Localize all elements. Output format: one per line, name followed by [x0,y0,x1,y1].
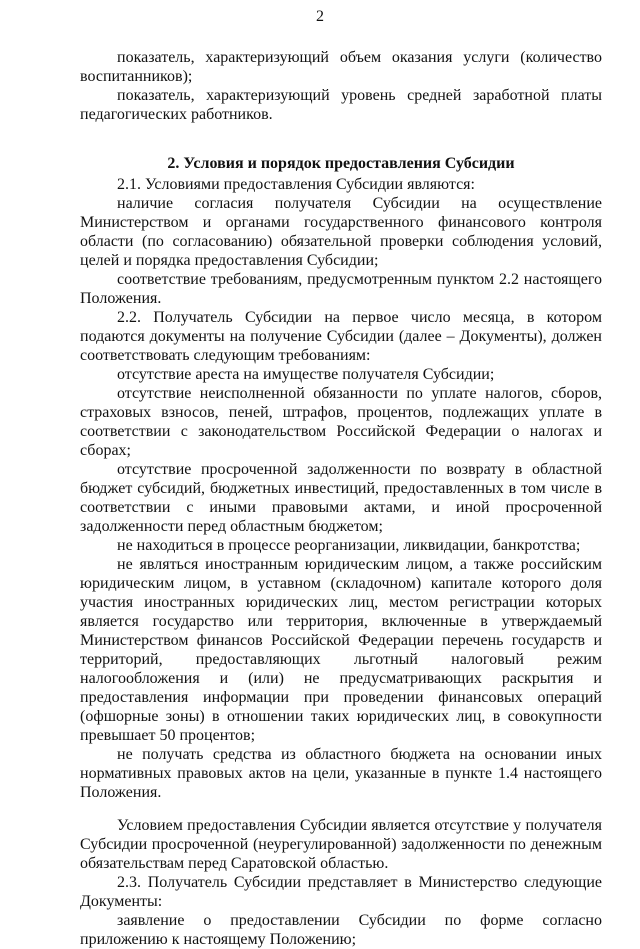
paragraph-consent: наличие согласия получателя Субсидии на осуществление Министерством и органами государственного финансового контроля области (по согласованию) обязательной проверки соблюдения условий, целей и порядка предоставления Субсидии; [80,195,602,269]
paragraph-indicator-salary: показатель, характеризующий уровень средней заработной платы педагогических работников. [80,87,602,123]
paragraph-2-2: 2.2. Получатель Субсидии на первое число месяца, в котором подаются документы на получение Субсидии (далее – Документы), должен соответствовать следующим требованиям: [80,309,602,364]
paragraph-no-overdue-debt: отсутствие просроченной задолженности по возврату в областной бюджет субсидий, бюджетных инвестиций, предоставленных в том числе в соответствии с иными правовыми актами, и иной просроченной задолженности перед областным бюджетом; [80,461,602,535]
paragraph-2-3: 2.3. Получатель Субсидии представляет в Министерство следующие Документы: [80,874,602,910]
paragraph-no-other-funds: не получать средства из областного бюджета на основании иных нормативных правовых актов на цели, указанные в пункте 1.4 настоящего Положения. [80,746,602,801]
paragraph-condition-no-debt: Условием предоставления Субсидии является отсутствие у получателя Субсидии просроченной (неурегулированной) задолженности по денежным обязательствам перед Саратовской областью. [80,817,602,872]
page-number: 2 [316,8,324,25]
paragraph-compliance: соответствие требованиям, предусмотренным пунктом 2.2 настоящего Положения. [80,271,602,307]
document-body [80,48,602,949]
section-heading: 2. Условия и порядок предоставления Субсидии [167,155,515,172]
paragraph-no-arrest: отсутствие ареста на имуществе получателя Субсидии; [117,366,495,383]
paragraph-no-tax-debt: отсутствие неисполненной обязанности по уплате налогов, сборов, страховых взносов, пеней, штрафов, процентов, подлежащих уплате в соответствии с законодательством Российской Федерации о налогах и сборах; [80,385,602,459]
paragraph-indicator-pupils: показатель, характеризующий объем оказания услуги (количество воспитанников); [80,49,602,85]
paragraph-not-foreign-entity: не являться иностранным юридическим лицом, а также российским юридическим лицом, в уставном (складочном) капитале которого доля участия иностранных юридических лиц, местом регистрации которых является государство или территория, включенные в утверждаемый Министерством финансов Российской Федерации перечень государств и территорий, предоставляющих льготный налоговый режим налогообложения и (или) не предусматривающих раскрытия и предоставления информации при проведении финансовых операций (офшорные зоны) в отношении таких юридических лиц, в совокупности превышает 50 процентов; [80,556,602,744]
paragraph-2-1: 2.1. Условиями предоставления Субсидии являются: [117,176,475,193]
paragraph-application: заявление о предоставлении Субсидии по форме согласно приложению к настоящему Положению; [80,912,602,948]
paragraph-no-reorganization: не находиться в процессе реорганизации, ликвидации, банкротства; [117,537,581,554]
